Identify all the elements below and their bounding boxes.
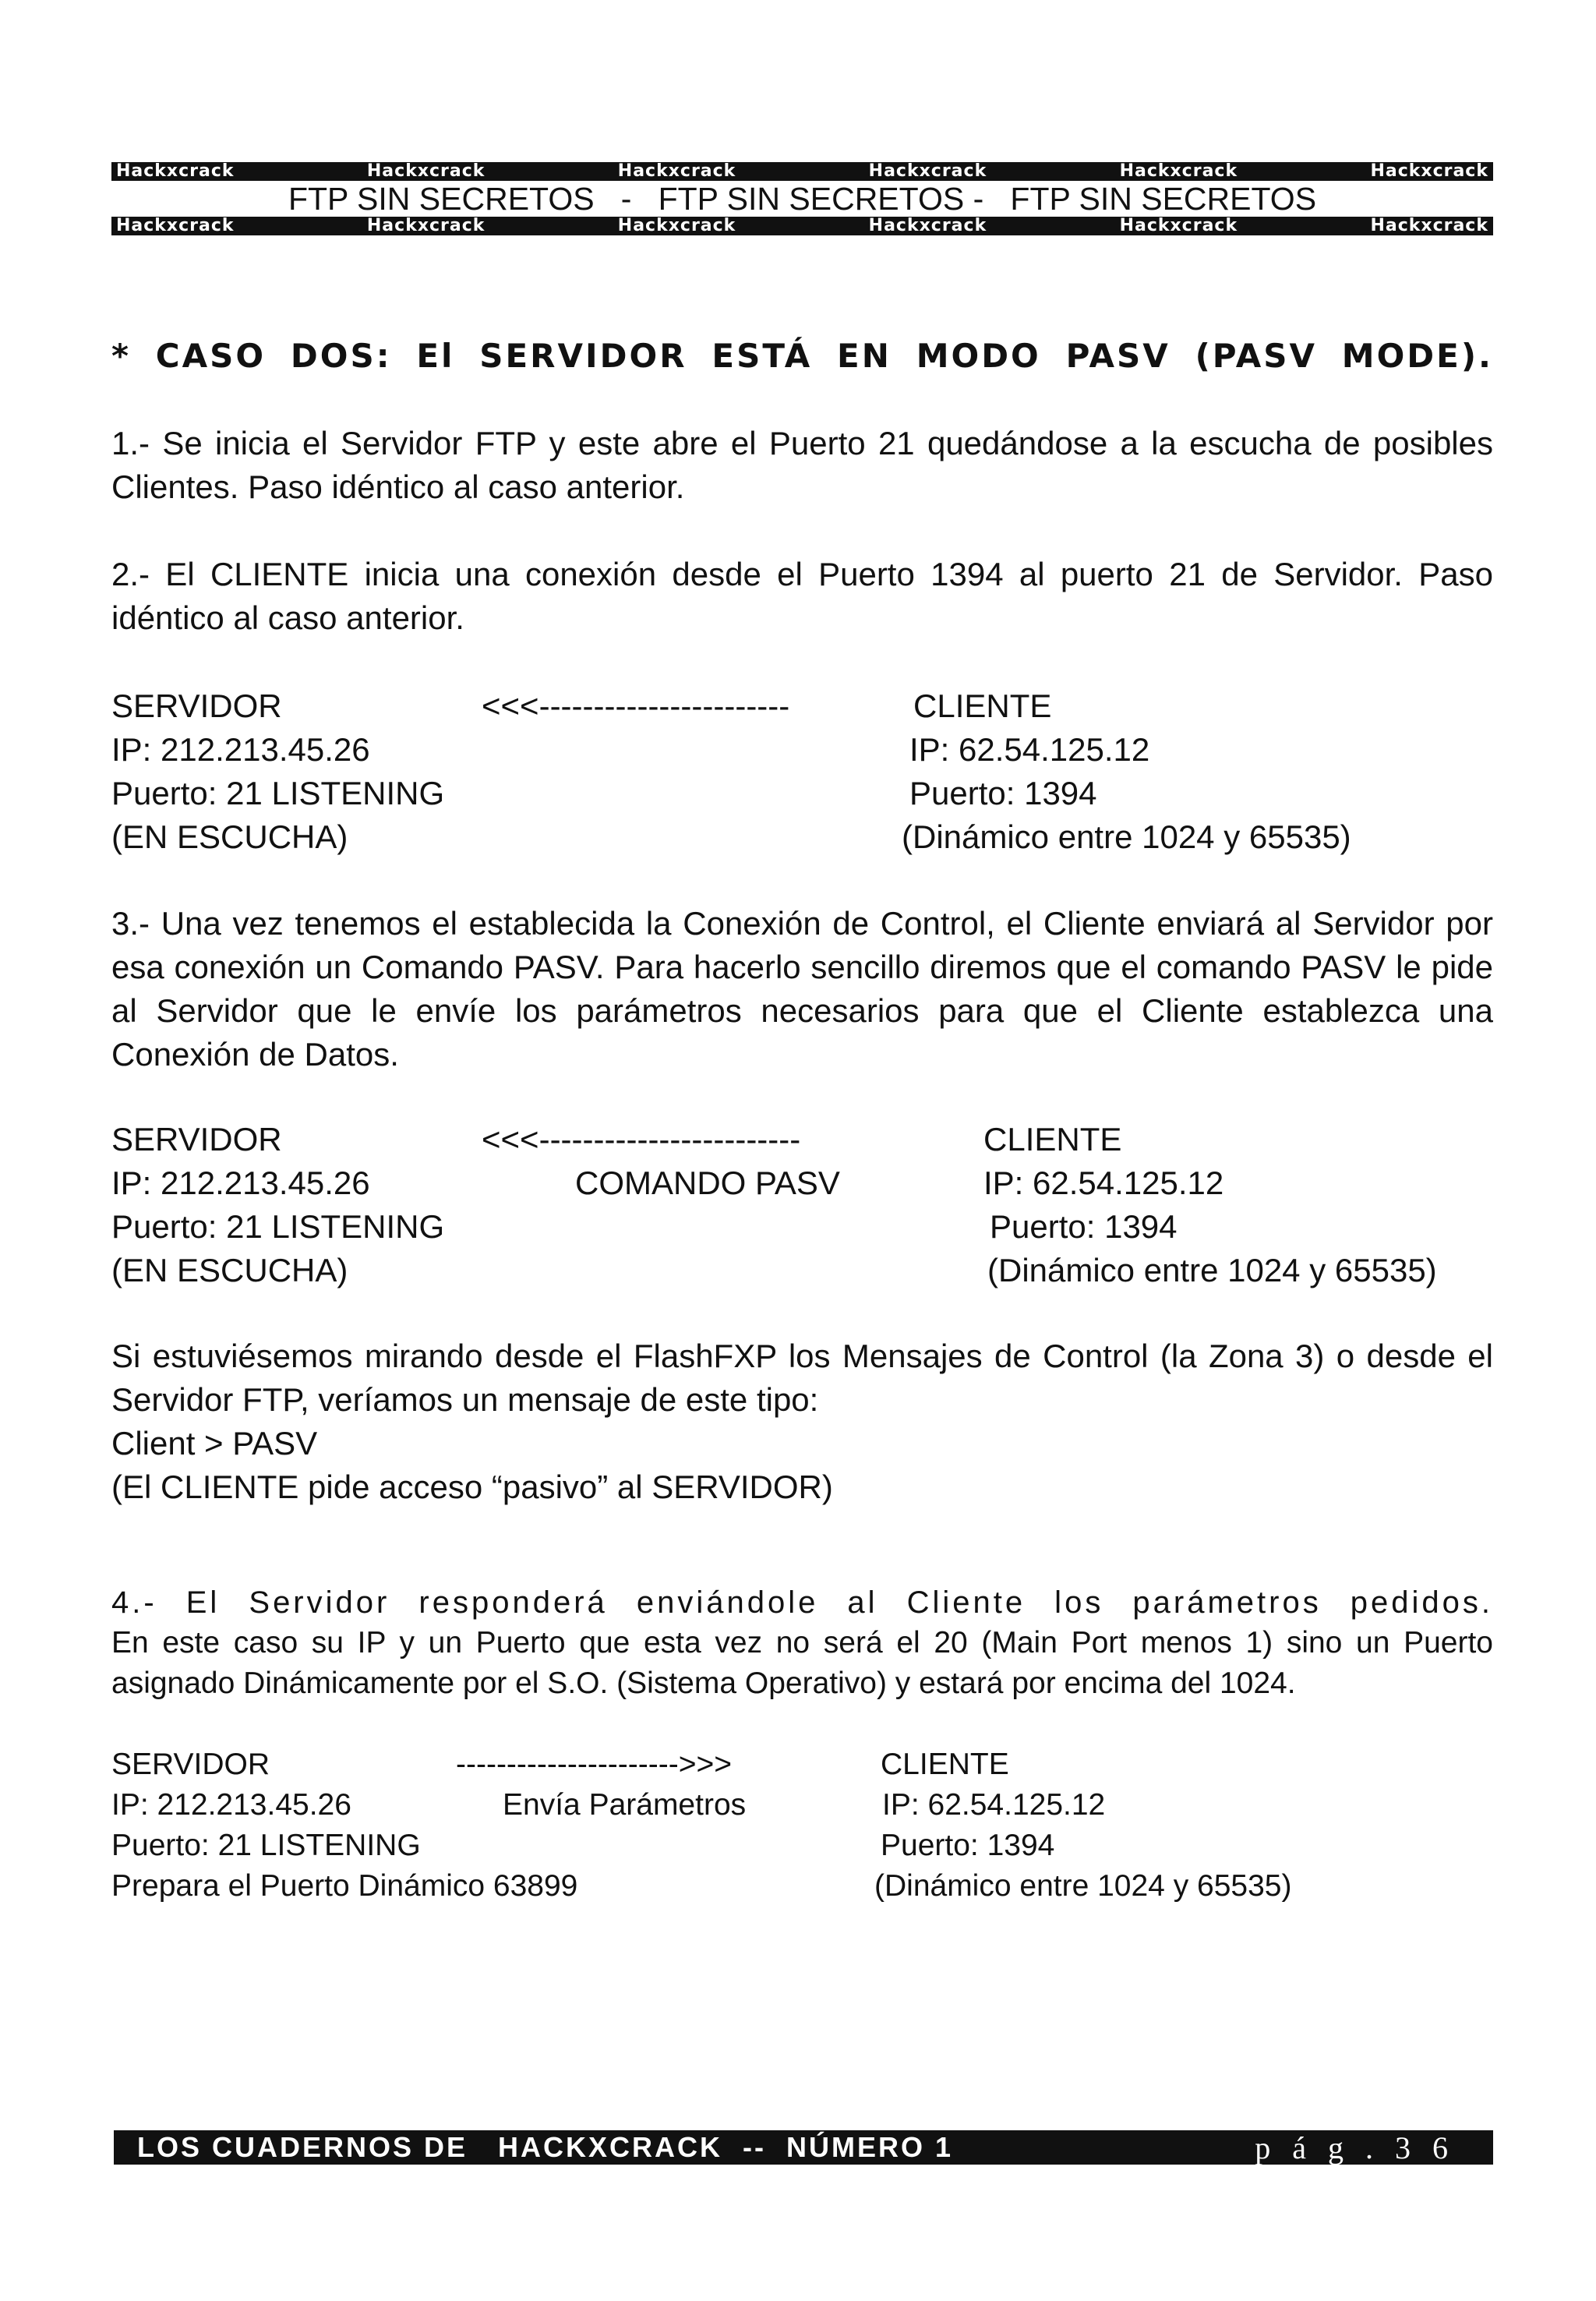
paragraph-step-2: 2.- El CLIENTE inicia una conexión desde el Puerto 1394 al puerto 21 de Servidor. Paso idéntico al caso anterior. — [111, 556, 1493, 636]
diagram-client-ip: IP: 62.54.125.12 — [983, 1165, 1224, 1201]
diagram-server-port: Puerto: 21 LISTENING — [111, 1208, 445, 1245]
diagram-client-ip: IP: 62.54.125.12 — [882, 1788, 1106, 1822]
hackxcrack-banner-top: Hackxcrack Hackxcrack Hackxcrack Hackxcrack Hackxcrack Hackxcrack — [111, 162, 1493, 181]
section-title: FTP SIN SECRETOS - FTP SIN SECRETOS - FTP SIN SECRETOS — [288, 181, 1317, 217]
paragraph-step-4: En este caso su IP y un Puerto que esta vez no será el 20 (Main Port menos 1) sino un Puerto asignado Dinámicamente por el S.O. (Sistema Operativo) y estará por encima del 1024. — [111, 1626, 1493, 1700]
diagram-cliente-label: CLIENTE — [913, 687, 1052, 724]
diagram-server-ip: IP: 212.213.45.26 — [111, 731, 370, 768]
diagram-client-ip: IP: 62.54.125.12 — [909, 731, 1150, 768]
client-command-line: Client > PASV — [111, 1425, 318, 1462]
diagram-client-port: Puerto: 1394 — [909, 775, 1097, 811]
client-command-note: (El CLIENTE pide acceso “pasivo” al SERVIDOR) — [111, 1469, 833, 1505]
paragraph-control-messages: Si estuviésemos mirando desde el FlashFXP los Mensajes de Control (la Zona 3) o desde el Servidor FTP, veríamos un mensaje de este tipo: — [111, 1338, 1493, 1418]
diagram-server-ip: IP: 212.213.45.26 — [111, 1165, 370, 1201]
diagram-server-port: Puerto: 21 LISTENING — [111, 775, 445, 811]
diagram-cliente-label: CLIENTE — [881, 1748, 1009, 1781]
diagram-command: Envía Parámetros — [503, 1788, 747, 1822]
page-header — [111, 162, 1493, 235]
diagram-client-port: Puerto: 1394 — [881, 1829, 1055, 1862]
diagram-client-note: (Dinámico entre 1024 y 65535) — [874, 1869, 1292, 1903]
paragraph-step-3: 3.- Una vez tenemos el establecida la Conexión de Control, el Cliente enviará al Servidor por esa conexión un Comando PASV. Para hacerlo sencillo diremos que el comando PASV le pide al Servidor que le envíe los parámetros necesarios para que el Cliente establezca una Conexión de Datos. — [111, 905, 1493, 1073]
diagram-server-note: (EN ESCUCHA) — [111, 818, 348, 855]
paragraph-step-4-lead: 4.- El Servidor responderá enviándole al Cliente los parámetros pedidos. — [111, 1585, 1493, 1620]
page-number: pág.36 — [1255, 2130, 1470, 2165]
diagram-servidor-label: SERVIDOR — [111, 687, 282, 724]
diagram-arrow: <<<------------------------ — [482, 1121, 801, 1158]
diagram-arrow: ---------------------->>> — [456, 1748, 733, 1781]
page-footer — [114, 2130, 1493, 2165]
diagram-command: COMANDO PASV — [575, 1165, 840, 1201]
diagram-cliente-label: CLIENTE — [983, 1121, 1122, 1158]
case-heading: * CASO DOS: El SERVIDOR ESTÁ EN MODO PASV (PASV MODE). — [111, 337, 1493, 375]
magazine-name: LOS CUADERNOS DE HACKXCRACK -- NÚMERO 1 — [137, 2131, 954, 2163]
paragraph-step-1: 1.- Se inicia el Servidor FTP y este abre el Puerto 21 quedándose a la escucha de posibles Clientes. Paso idéntico al caso anterior. — [111, 425, 1493, 505]
hackxcrack-banner-bottom: Hackxcrack Hackxcrack Hackxcrack Hackxcrack Hackxcrack Hackxcrack — [111, 217, 1493, 235]
diagram-server-port: Puerto: 21 LISTENING — [111, 1829, 421, 1862]
diagram-servidor-label: SERVIDOR — [111, 1121, 282, 1158]
diagram-server-note: (EN ESCUCHA) — [111, 1252, 348, 1288]
diagram-client-port: Puerto: 1394 — [990, 1208, 1178, 1245]
diagram-client-note: (Dinámico entre 1024 y 65535) — [902, 818, 1351, 855]
diagram-client-note: (Dinámico entre 1024 y 65535) — [987, 1252, 1437, 1288]
diagram-servidor-label: SERVIDOR — [111, 1748, 270, 1781]
diagram-server-note: Prepara el Puerto Dinámico 63899 — [111, 1869, 578, 1903]
diagram-arrow: <<<----------------------- — [482, 687, 790, 724]
diagram-server-ip: IP: 212.213.45.26 — [111, 1788, 351, 1822]
